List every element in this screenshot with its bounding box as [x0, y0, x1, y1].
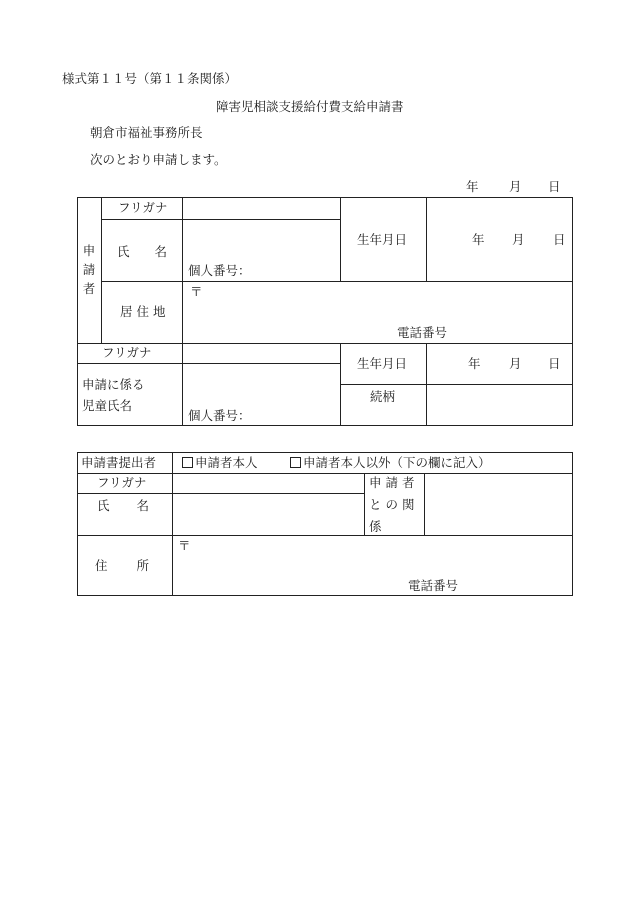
- child-name-label-line2: 児童氏名: [82, 398, 133, 413]
- child-birth-year: 年: [468, 356, 481, 371]
- applicant-postal-mark: 〒: [190, 284, 203, 299]
- submitter-relation-field[interactable]: [425, 475, 572, 534]
- submitter-address-label: 住 所: [95, 558, 149, 573]
- applicant-birth-day: 日: [553, 232, 566, 247]
- child-birth-label: 生年月日: [357, 356, 408, 371]
- date-year-label: 年: [466, 179, 479, 194]
- checkbox-other-than-applicant[interactable]: [290, 457, 301, 468]
- checkbox-applicant-self[interactable]: [182, 457, 193, 468]
- applicant-personal-number-label: 個人番号：: [188, 263, 251, 278]
- submitter-phone-label: 電話番号: [408, 578, 459, 593]
- applicant-birth-year: 年: [472, 232, 485, 247]
- submitter-postal-mark: 〒: [178, 538, 191, 553]
- child-relation-label: 続柄: [370, 389, 396, 404]
- submitter-name-label: 氏 名: [97, 498, 149, 513]
- submitter-furigana-label: フリガナ: [97, 475, 147, 490]
- applicant-address-label: 居 住 地: [120, 304, 166, 319]
- intro-text: 次のとおり申請します。: [90, 152, 227, 167]
- submitter-relation-label-line2: と の 関: [369, 497, 415, 512]
- page-title: 障害児相談支援給付費支給申請書: [216, 99, 404, 114]
- applicant-furigana-label: フリガナ: [118, 200, 168, 215]
- submitter-relation-label-line1: 申 請 者: [369, 475, 415, 490]
- submitter-relation-label-line3: 係: [369, 519, 382, 534]
- form-number: 様式第１１号（第１１条関係）: [62, 71, 238, 86]
- date-month-label: 月: [509, 179, 522, 194]
- applicant-name-field[interactable]: [183, 221, 339, 261]
- submitter-name-field[interactable]: [173, 495, 363, 534]
- child-birth-month: 月: [509, 356, 522, 371]
- applicant-address-field[interactable]: [183, 283, 572, 342]
- child-name-label-line1: 申請に係る: [82, 377, 145, 392]
- applicant-name-label: 氏 名: [117, 244, 167, 259]
- option-applicant-self[interactable]: 申請者本人: [182, 457, 258, 470]
- submitter-label: 申請書提出者: [81, 455, 157, 470]
- option-other-than-applicant[interactable]: 申請者本人以外（下の欄に記入）: [290, 457, 491, 470]
- applicant-group-label: 申 請 者: [82, 243, 96, 296]
- applicant-birth-month: 月: [512, 232, 525, 247]
- child-name-field[interactable]: [183, 365, 339, 405]
- applicant-furigana-field[interactable]: [183, 199, 339, 218]
- submitter-address-field[interactable]: [173, 537, 572, 595]
- applicant-phone-label: 電話番号: [397, 325, 448, 340]
- addressee: 朝倉市福祉事務所長: [90, 125, 203, 140]
- child-furigana-field[interactable]: [183, 345, 339, 362]
- date-day-label: 日: [548, 179, 561, 194]
- submitter-furigana-field[interactable]: [173, 475, 363, 492]
- child-furigana-label: フリガナ: [102, 345, 152, 360]
- child-relation-field[interactable]: [427, 386, 572, 425]
- child-birth-day: 日: [548, 356, 561, 371]
- child-personal-number-label: 個人番号：: [188, 408, 251, 423]
- applicant-birth-label: 生年月日: [357, 232, 408, 247]
